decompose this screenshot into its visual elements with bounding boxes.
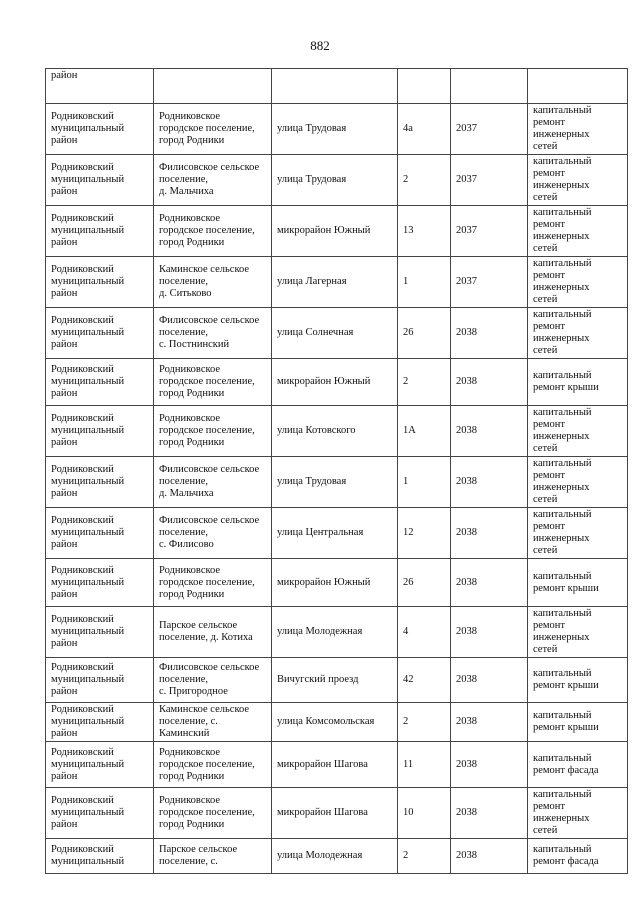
table-row — [46, 788, 628, 839]
table-row — [46, 104, 628, 155]
cell-street: улица Трудовая — [272, 457, 398, 508]
cell-repair-type: капитальный ремонт фасада — [528, 742, 628, 788]
cell-repair-type: капитальный ремонт инженерных сетей — [528, 206, 628, 257]
cell-year: 2038 — [451, 406, 528, 457]
cell-year — [451, 69, 528, 104]
table-row — [46, 703, 628, 742]
cell-house-number: 4а — [398, 104, 451, 155]
cell-repair-type: капитальный ремонт инженерных сетей — [528, 308, 628, 359]
cell-street: улица Трудовая — [272, 155, 398, 206]
cell-settlement: Родниковское городское поселение, город Родники — [154, 788, 272, 839]
cell-district: Родниковский муниципальный район — [46, 788, 154, 839]
cell-street: улица Комсомольская — [272, 703, 398, 742]
cell-repair-type — [528, 69, 628, 104]
cell-district: Родниковский муниципальный район — [46, 457, 154, 508]
cell-settlement: Парское сельское поселение, с. — [154, 839, 272, 874]
cell-district: Родниковский муниципальный район — [46, 607, 154, 658]
cell-year: 2038 — [451, 359, 528, 406]
cell-repair-type: капитальный ремонт крыши — [528, 703, 628, 742]
cell-district: Родниковский муниципальный район — [46, 308, 154, 359]
cell-year: 2038 — [451, 742, 528, 788]
cell-street: улица Трудовая — [272, 104, 398, 155]
table-row — [46, 742, 628, 788]
cell-year: 2038 — [451, 658, 528, 703]
cell-house-number: 2 — [398, 839, 451, 874]
cell-house-number: 1А — [398, 406, 451, 457]
cell-repair-type: капитальный ремонт крыши — [528, 359, 628, 406]
cell-year: 2038 — [451, 703, 528, 742]
cell-district: Родниковский муниципальный район — [46, 658, 154, 703]
cell-street: микрорайон Южный — [272, 359, 398, 406]
cell-street: улица Лагерная — [272, 257, 398, 308]
cell-house-number: 12 — [398, 508, 451, 559]
table-row — [46, 69, 628, 104]
page-number: 882 — [310, 38, 330, 53]
cell-settlement: Филисовское сельское поселение, с. Филисово — [154, 508, 272, 559]
cell-district: Родниковский муниципальный — [46, 839, 154, 874]
cell-street: улица Котовского — [272, 406, 398, 457]
cell-house-number: 42 — [398, 658, 451, 703]
cell-house-number: 2 — [398, 155, 451, 206]
cell-year: 2038 — [451, 839, 528, 874]
cell-repair-type: капитальный ремонт инженерных сетей — [528, 155, 628, 206]
cell-district: Родниковский муниципальный район — [46, 703, 154, 742]
cell-district: Родниковский муниципальный район — [46, 257, 154, 308]
table-row — [46, 257, 628, 308]
cell-year: 2038 — [451, 788, 528, 839]
cell-house-number: 4 — [398, 607, 451, 658]
cell-district: Родниковский муниципальный район — [46, 406, 154, 457]
table-row — [46, 508, 628, 559]
cell-settlement: Парское сельское поселение, д. Котиха — [154, 607, 272, 658]
table-row — [46, 658, 628, 703]
cell-repair-type: капитальный ремонт крыши — [528, 559, 628, 607]
cell-street: микрорайон Южный — [272, 559, 398, 607]
cell-year: 2037 — [451, 257, 528, 308]
housing-repair-table — [45, 68, 628, 874]
table-row — [46, 559, 628, 607]
cell-year: 2037 — [451, 206, 528, 257]
cell-settlement: Филисовское сельское поселение, с. Пригородное — [154, 658, 272, 703]
cell-repair-type: капитальный ремонт инженерных сетей — [528, 607, 628, 658]
cell-settlement: Родниковское городское поселение, город Родники — [154, 206, 272, 257]
cell-settlement: Родниковское городское поселение, город Родники — [154, 406, 272, 457]
cell-settlement: Родниковское городское поселение, город Родники — [154, 742, 272, 788]
cell-repair-type: капитальный ремонт инженерных сетей — [528, 257, 628, 308]
cell-street — [272, 69, 398, 104]
cell-year: 2037 — [451, 104, 528, 155]
cell-street: микрорайон Южный — [272, 206, 398, 257]
cell-repair-type: капитальный ремонт крыши — [528, 658, 628, 703]
cell-street: улица Молодежная — [272, 607, 398, 658]
cell-repair-type: капитальный ремонт инженерных сетей — [528, 457, 628, 508]
cell-street: улица Центральная — [272, 508, 398, 559]
cell-district: Родниковский муниципальный район — [46, 359, 154, 406]
cell-settlement: Филисовское сельское поселение, с. Постнинский — [154, 308, 272, 359]
cell-house-number: 26 — [398, 559, 451, 607]
cell-year: 2038 — [451, 508, 528, 559]
cell-settlement: Родниковское городское поселение, город Родники — [154, 559, 272, 607]
cell-repair-type: капитальный ремонт инженерных сетей — [528, 104, 628, 155]
cell-house-number: 2 — [398, 359, 451, 406]
cell-district: район — [46, 69, 154, 104]
cell-house-number: 11 — [398, 742, 451, 788]
cell-street: микрорайон Шагова — [272, 788, 398, 839]
table-row — [46, 406, 628, 457]
cell-house-number: 2 — [398, 703, 451, 742]
cell-house-number: 13 — [398, 206, 451, 257]
cell-settlement: Каминское сельское поселение, д. Ситьково — [154, 257, 272, 308]
cell-year: 2037 — [451, 155, 528, 206]
table-row — [46, 155, 628, 206]
cell-settlement: Родниковское городское поселение, город Родники — [154, 104, 272, 155]
cell-house-number: 26 — [398, 308, 451, 359]
cell-district: Родниковский муниципальный район — [46, 206, 154, 257]
cell-house-number — [398, 69, 451, 104]
cell-district: Родниковский муниципальный район — [46, 155, 154, 206]
cell-repair-type: капитальный ремонт фасада — [528, 839, 628, 874]
cell-district: Родниковский муниципальный район — [46, 559, 154, 607]
cell-settlement: Филисовское сельское поселение, д. Мальчиха — [154, 155, 272, 206]
cell-settlement: Каминское сельское поселение, с. Каминский — [154, 703, 272, 742]
cell-year: 2038 — [451, 457, 528, 508]
cell-district: Родниковский муниципальный район — [46, 104, 154, 155]
cell-repair-type: капитальный ремонт инженерных сетей — [528, 406, 628, 457]
cell-year: 2038 — [451, 607, 528, 658]
table-row — [46, 206, 628, 257]
cell-street: микрорайон Шагова — [272, 742, 398, 788]
cell-settlement: Филисовское сельское поселение, д. Мальчиха — [154, 457, 272, 508]
cell-repair-type: капитальный ремонт инженерных сетей — [528, 508, 628, 559]
cell-house-number: 1 — [398, 457, 451, 508]
table-row — [46, 457, 628, 508]
cell-year: 2038 — [451, 559, 528, 607]
cell-house-number: 1 — [398, 257, 451, 308]
cell-street: Вичугский проезд — [272, 658, 398, 703]
table-row — [46, 607, 628, 658]
table-row — [46, 308, 628, 359]
cell-settlement — [154, 69, 272, 104]
cell-repair-type: капитальный ремонт инженерных сетей — [528, 788, 628, 839]
cell-district: Родниковский муниципальный район — [46, 508, 154, 559]
cell-house-number: 10 — [398, 788, 451, 839]
table-row — [46, 839, 628, 874]
cell-street: улица Молодежная — [272, 839, 398, 874]
cell-settlement: Родниковское городское поселение, город Родники — [154, 359, 272, 406]
cell-street: улица Солнечная — [272, 308, 398, 359]
table-row — [46, 359, 628, 406]
cell-district: Родниковский муниципальный район — [46, 742, 154, 788]
cell-year: 2038 — [451, 308, 528, 359]
